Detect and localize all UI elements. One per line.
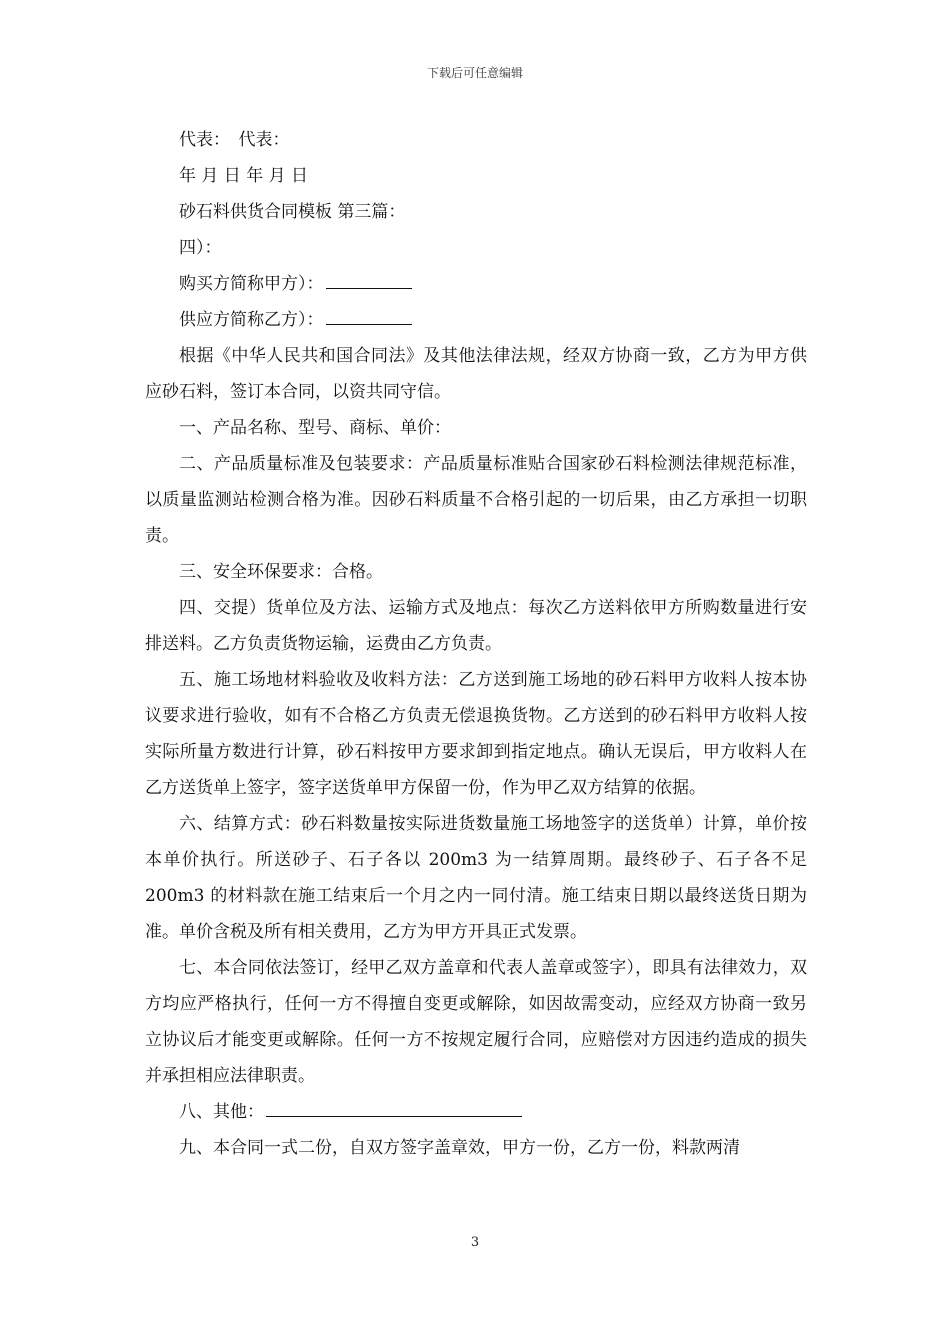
section-number: 四）： bbox=[179, 238, 222, 258]
section-title: 砂石料供货合同模板 第三篇： bbox=[179, 202, 406, 222]
clause-7: 七、本合同依法签订，经甲乙双方盖章和代表人盖章或签字），即具有法律效力，双方均应严格执行，任何一方不得擅自变更或解除，如因故需变动，应经双方协商一致另立协议后才能变更或解除。任何一方不按规定履行合同，应赔偿对方因违约造成的损失并承担相应法律职责。 bbox=[145, 958, 807, 1086]
clause-1: 一、产品名称、型号、商标、单价： bbox=[179, 418, 451, 438]
document-body bbox=[145, 122, 807, 1166]
supplier-label: 供应方简称乙方）： bbox=[179, 310, 324, 330]
clause-3: 三、安全环保要求：合格。 bbox=[179, 562, 383, 582]
other-blank-field bbox=[266, 1096, 522, 1117]
clause-9: 九、本合同一式二份，自双方签字盖章效，甲方一份，乙方一份，料款两清 bbox=[179, 1138, 740, 1158]
representative-line: 代表： 代表： bbox=[179, 130, 290, 150]
page-number: 3 bbox=[470, 1235, 480, 1250]
clause-8 bbox=[145, 1094, 807, 1130]
buyer-label: 购买方简称甲方）： bbox=[179, 274, 324, 294]
supplier-blank-field bbox=[326, 304, 412, 325]
page-header: 下载后可任意编辑 bbox=[426, 66, 523, 80]
date-line: 年 月 日 年 月 日 bbox=[179, 166, 309, 186]
clause-6: 六、结算方式：砂石料数量按实际进货数量施工场地签字的送货单）计算，单价按本单价执行。所送砂子、石子各以 200m3 为一结算周期。最终砂子、石子各不足 200m3 的材料款在施工结束后一个月之内一同付清。施工结束日期以最终送货日期为准。单价含税及所有相关费用，乙方为甲方开具正式发票。 bbox=[145, 814, 807, 942]
preamble-paragraph: 根据《中华人民共和国合同法》及其他法律法规，经双方协商一致，乙方为甲方供应砂石料，签订本合同，以资共同守信。 bbox=[145, 346, 807, 402]
clause-5: 五、施工场地材料验收及收料方法：乙方送到施工场地的砂石料甲方收料人按本协议要求进行验收，如有不合格乙方负责无偿退换货物。乙方送到的砂石料甲方收料人按实际所量方数进行计算，砂石料按甲方要求卸到指定地点。确认无误后，甲方收料人在乙方送货单上签字，签字送货单甲方保留一份，作为甲乙双方结算的依据。 bbox=[145, 670, 807, 798]
clause-2: 二、产品质量标准及包装要求：产品质量标准贴合国家砂石料检测法律规范标准，以质量监测站检测合格为准。因砂石料质量不合格引起的一切后果，由乙方承担一切职责。 bbox=[145, 454, 807, 546]
buyer-blank-field bbox=[326, 268, 412, 289]
supplier-line bbox=[145, 302, 807, 338]
clause-8-label: 八、其他： bbox=[179, 1102, 264, 1122]
clause-4: 四、交提）货单位及方法、运输方式及地点：每次乙方送料依甲方所购数量进行安排送料。乙方负责货物运输，运费由乙方负责。 bbox=[145, 598, 807, 654]
buyer-line bbox=[145, 266, 807, 302]
